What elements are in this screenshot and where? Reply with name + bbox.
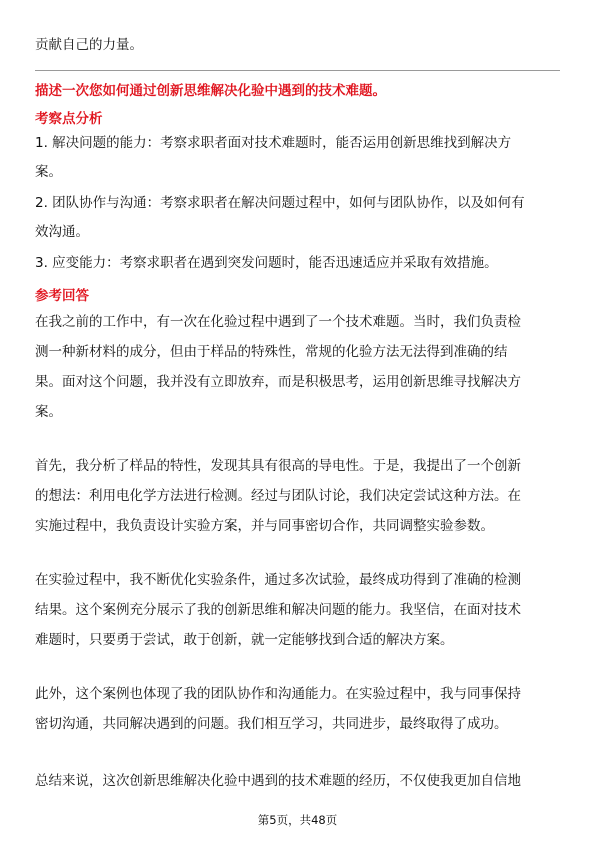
continued-text: 贡献自己的力量。: [35, 37, 143, 53]
answer-heading: 参考回答: [35, 288, 89, 304]
answer-line: 在我之前的工作中，有一次在化验过程中遇到了一个技术难题。当时，我们负责检: [35, 314, 521, 330]
analysis-line: 案。: [35, 164, 62, 180]
section-divider: [35, 70, 560, 71]
analysis-line: 2. 团队协作与沟通：考察求职者在解决问题过程中，如何与团队协作，以及如何有: [35, 195, 525, 211]
answer-line: 难题时，只要勇于尝试，敢于创新，就一定能够找到合适的解决方案。: [35, 632, 454, 648]
answer-line: 首先，我分析了样品的特性，发现其具有很高的导电性。于是，我提出了一个创新: [35, 458, 521, 474]
question-title: 描述一次您如何通过创新思维解决化验中遇到的技术难题。: [35, 83, 386, 99]
page-number: 第5页，共48页: [257, 813, 338, 827]
answer-line: 实施过程中，我负责设计实验方案，并与同事密切合作，共同调整实验参数。: [35, 518, 494, 534]
analysis-line: 效沟通。: [35, 224, 89, 240]
answer-line: 总结来说，这次创新思维解决化验中遇到的技术难题的经历，不仅使我更加自信地: [35, 773, 521, 789]
analysis-line: 3. 应变能力：考察求职者在遇到突发问题时，能否迅速适应并采取有效措施。: [35, 255, 498, 271]
answer-line: 在实验过程中，我不断优化实验条件，通过多次试验，最终成功得到了准确的检测: [35, 572, 521, 588]
answer-line: 结果。这个案例充分展示了我的创新思维和解决问题的能力。我坚信，在面对技术: [35, 602, 521, 618]
answer-line: 此外，这个案例也体现了我的团队协作和沟通能力。在实验过程中，我与同事保持: [35, 686, 521, 702]
analysis-heading: 考察点分析: [35, 111, 103, 127]
answer-line: 果。面对这个问题，我并没有立即放弃，而是积极思考，运用创新思维寻找解决方: [35, 374, 521, 390]
answer-line: 案。: [35, 404, 62, 420]
analysis-line: 1. 解决问题的能力：考察求职者面对技术难题时，能否运用创新思维找到解决方: [35, 135, 512, 151]
answer-line: 测一种新材料的成分，但由于样品的特殊性，常规的化验方法无法得到准确的结: [35, 344, 508, 360]
answer-line: 密切沟通，共同解决遇到的问题。我们相互学习，共同进步，最终取得了成功。: [35, 716, 508, 732]
answer-line: 的想法：利用电化学方法进行检测。经过与团队讨论，我们决定尝试这种方法。在: [35, 488, 521, 504]
